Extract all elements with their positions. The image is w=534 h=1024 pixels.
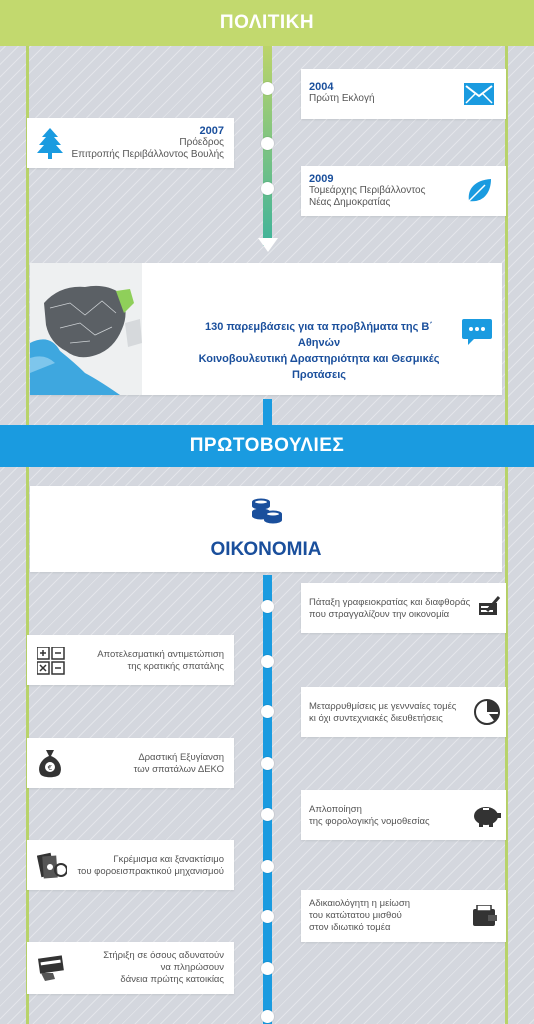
initiative-line: Στήριξη σε όσους αδυνατούν (103, 950, 224, 961)
timeline-year: 2007 (199, 125, 224, 137)
leaf-icon (465, 177, 493, 205)
timeline-card-2004 (301, 69, 506, 119)
initiative-line: κι όχι συντεχνιακές διευθετήσεις (309, 713, 443, 724)
initiative-card (301, 790, 506, 840)
timeline-spine-blue (263, 575, 272, 1024)
initiative-line: στον ιδιωτικό τομέα (309, 922, 391, 933)
timeline-spine-blue (263, 399, 272, 425)
right-border-line (505, 0, 508, 1024)
timeline-dot (261, 600, 274, 613)
politics-banner: ΠΟΛΙΤΙΚΗ (0, 0, 534, 46)
initiative-card (301, 890, 506, 942)
economy-card (30, 486, 502, 572)
timeline-dot (261, 82, 274, 95)
timeline-dot (261, 137, 274, 150)
tree-icon (37, 128, 63, 160)
speech-bubble-icon (462, 319, 492, 345)
timeline-dot (261, 860, 274, 873)
parliament-activity-card (30, 263, 502, 395)
initiative-line: Μεταρρυθμίσεις με γεννναίες τομές (309, 701, 457, 712)
timeline-line: Επιτροπής Περιβάλλοντος Βουλής (71, 149, 224, 160)
map-card-line2: Κοινοβουλευτική Δραστηριότητα και Θεσμικές Προτάσεις (198, 353, 440, 381)
athens-map-image (30, 263, 142, 395)
timeline-dot (261, 705, 274, 718)
initiative-line: της φορολογικής νομοθεσίας (309, 816, 430, 827)
initiative-line: που στραγγαλίζουν την οικονομία (309, 609, 450, 620)
initiative-card (27, 840, 234, 890)
card-payment-icon (37, 955, 67, 981)
bureaucracy-icon (477, 595, 501, 619)
initiative-line: Αδικαιολόγητη η μείωση (309, 898, 410, 909)
timeline-dot (261, 808, 274, 821)
timeline-dot (261, 182, 274, 195)
coins-icon (249, 496, 283, 526)
initiative-line: της κρατικής σπατάλης (127, 661, 224, 672)
timeline-arrow (258, 238, 278, 252)
initiative-card (27, 635, 234, 685)
envelope-icon (464, 83, 494, 105)
initiative-line: του φοροεισπρακτικού μηχανισμού (77, 866, 224, 877)
timeline-dot (261, 757, 274, 770)
initiative-line: Αποτελεσματική αντιμετώπιση (97, 649, 224, 660)
initiative-line: να πληρώσουν (160, 962, 224, 973)
initiative-card (301, 583, 506, 633)
wallet-icon (473, 905, 497, 927)
money-bag-icon (37, 748, 63, 778)
timeline-year: 2004 (309, 81, 334, 93)
initiative-card (27, 942, 234, 994)
economy-title: ΟΙΚΟΝΟΜΙΑ (210, 539, 322, 560)
initiative-line: των σπατάλων ΔΕΚΟ (133, 764, 224, 775)
timeline-card-2007 (27, 118, 234, 168)
timeline-line: Πρώτη Εκλογή (309, 93, 375, 104)
timeline-dot (261, 962, 274, 975)
cash-icon (37, 852, 67, 880)
timeline-dot (261, 655, 274, 668)
timeline-year: 2009 (309, 173, 334, 185)
timeline-dot (261, 1010, 274, 1023)
piggy-bank-icon (471, 803, 501, 827)
initiative-card (301, 687, 506, 737)
pie-chart-icon (473, 698, 501, 726)
timeline-line: Πρόεδρος (179, 137, 224, 148)
timeline-card-2009 (301, 166, 506, 216)
initiative-line: Απλοποίηση (309, 804, 362, 815)
initiative-line: Πάταξη γραφειοκρατίας και διαφθοράς (309, 597, 471, 608)
initiative-line: του κατώτατου μισθού (309, 910, 402, 921)
map-card-line1: 130 παρεμβάσεις για τα προβλήματα της Β΄ Αθηνών (205, 321, 433, 349)
initiative-card (27, 738, 234, 788)
timeline-line: Νέας Δημοκρατίας (309, 197, 391, 208)
initiatives-banner: ΠΡΩΤΟΒΟΥΛΙΕΣ (0, 425, 534, 467)
initiative-line: Δραστική Εξυγίανση (138, 752, 224, 763)
initiative-line: δάνεια πρώτης κατοικίας (120, 974, 224, 985)
svg-text:€: € (47, 764, 53, 772)
calculator-icon (37, 647, 65, 675)
initiative-line: Γκρέμισμα και ξανακτίσιμο (113, 854, 224, 865)
timeline-line: Τομεάρχης Περιβάλλοντος (309, 185, 426, 196)
timeline-dot (261, 910, 274, 923)
